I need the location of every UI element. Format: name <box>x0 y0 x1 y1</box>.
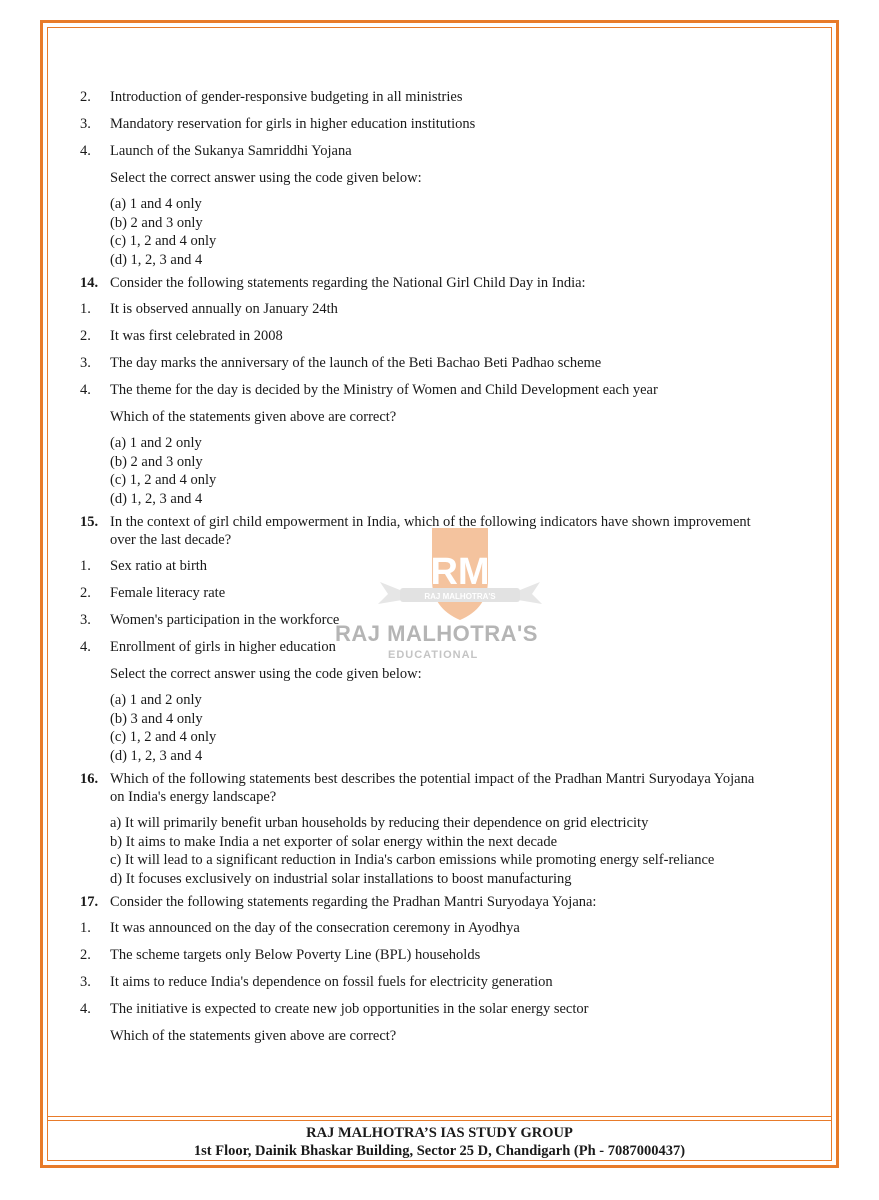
question-stem: 15. In the context of girl child empowerment in India, which of the following indicators have shown improvement over the last decade? <box>80 514 751 548</box>
option-item: (b) 2 and 3 only <box>110 453 203 470</box>
options-list <box>80 814 760 888</box>
footer-divider <box>47 1116 832 1117</box>
option-item: (d) 1, 2, 3 and 4 <box>110 251 203 268</box>
option-item: d) It focuses exclusively on industrial solar installations to boost manufacturing <box>110 870 572 887</box>
statement-item: 3. The day marks the anniversary of the launch of the Beti Bachao Beti Padhao scheme <box>80 355 602 371</box>
instruction-text: Select the correct answer using the code given below: <box>110 666 422 682</box>
option-item: (c) 1, 2 and 4 only <box>110 233 217 249</box>
option-item: (a) 1 and 4 only <box>110 196 202 212</box>
continued-question <box>80 88 760 269</box>
statement-item: 4. Launch of the Sukanya Samriddhi Yojana <box>80 143 352 159</box>
statement-item: 2. It was first celebrated in 2008 <box>80 328 283 344</box>
option-item: (d) 1, 2, 3 and 4 <box>110 747 203 764</box>
footer-title: RAJ MALHOTRA’S IAS STUDY GROUP <box>306 1125 573 1141</box>
statement-item: 1. It is observed annually on January 24th <box>80 301 338 317</box>
statement-item: 2. Introduction of gender-responsive budgeting in all ministries <box>80 89 463 105</box>
option-item: (c) 1, 2 and 4 only <box>110 472 217 488</box>
statement-item: 2. The scheme targets only Below Poverty Line (BPL) households <box>80 947 481 963</box>
options-list <box>80 434 760 508</box>
statement-item: 3. Mandatory reservation for girls in higher education institutions <box>80 116 476 132</box>
options-list <box>80 691 760 765</box>
page-footer <box>47 1124 832 1160</box>
statement-item: 4. Enrollment of girls in higher education <box>80 639 336 655</box>
option-item: (a) 1 and 2 only <box>110 435 202 451</box>
question-16 <box>80 770 760 888</box>
footer-address: 1st Floor, Dainik Bhaskar Building, Sector 25 D, Chandigarh (Ph - 7087000437) <box>193 1143 686 1159</box>
option-item: (d) 1, 2, 3 and 4 <box>110 490 203 507</box>
options-list <box>80 195 760 269</box>
option-item: (b) 3 and 4 only <box>110 710 203 727</box>
question-stem: 17. Consider the following statements regarding the Pradhan Mantri Suryodaya Yojana: <box>80 894 597 910</box>
question-14 <box>80 274 760 508</box>
statement-item: 4. The theme for the day is decided by the Ministry of Women and Child Development each year <box>80 382 658 398</box>
option-item: b) It aims to make India a net exporter of solar energy within the next decade <box>110 833 558 850</box>
watermark-monogram: RM <box>430 551 490 593</box>
option-item: a) It will primarily benefit urban households by reducing their dependence on grid electricity <box>110 815 649 831</box>
statement-item: 3. Women's participation in the workforce <box>80 612 340 628</box>
option-item: c) It will lead to a significant reduction in India's carbon emissions while promoting energy self-reliance <box>110 852 715 868</box>
option-item: (c) 1, 2 and 4 only <box>110 729 217 745</box>
watermark-title: RAJ MALHOTRA'S <box>335 621 538 646</box>
statement-item: 4. The initiative is expected to create new job opportunities in the solar energy sector <box>80 1001 589 1017</box>
instruction-text: Which of the statements given above are correct? <box>110 1028 397 1044</box>
option-item: (b) 2 and 3 only <box>110 214 203 231</box>
instruction-text: Which of the statements given above are correct? <box>110 409 397 425</box>
statement-item: 1. Sex ratio at birth <box>80 558 208 574</box>
footer-divider <box>47 1120 832 1121</box>
question-stem: 14. Consider the following statements regarding the National Girl Child Day in India: <box>80 275 586 291</box>
option-item: (a) 1 and 2 only <box>110 692 202 708</box>
question-17 <box>80 893 760 1045</box>
watermark-subtitle: EDUCATIONAL <box>388 649 479 661</box>
watermark-ribbon-text: RAJ MALHOTRA'S <box>424 592 496 601</box>
statement-item: 3. It aims to reduce India's dependence on fossil fuels for electricity generation <box>80 974 553 990</box>
question-content <box>80 88 760 1053</box>
question-stem: 16. Which of the following statements best describes the potential impact of the Pradhan Mantri Suryodaya Yojana on India's energy landscape? <box>80 771 755 805</box>
instruction-text: Select the correct answer using the code given below: <box>110 170 422 186</box>
question-15 <box>80 513 760 765</box>
statement-item: 1. It was announced on the day of the consecration ceremony in Ayodhya <box>80 920 520 936</box>
statement-item: 2. Female literacy rate <box>80 585 226 601</box>
